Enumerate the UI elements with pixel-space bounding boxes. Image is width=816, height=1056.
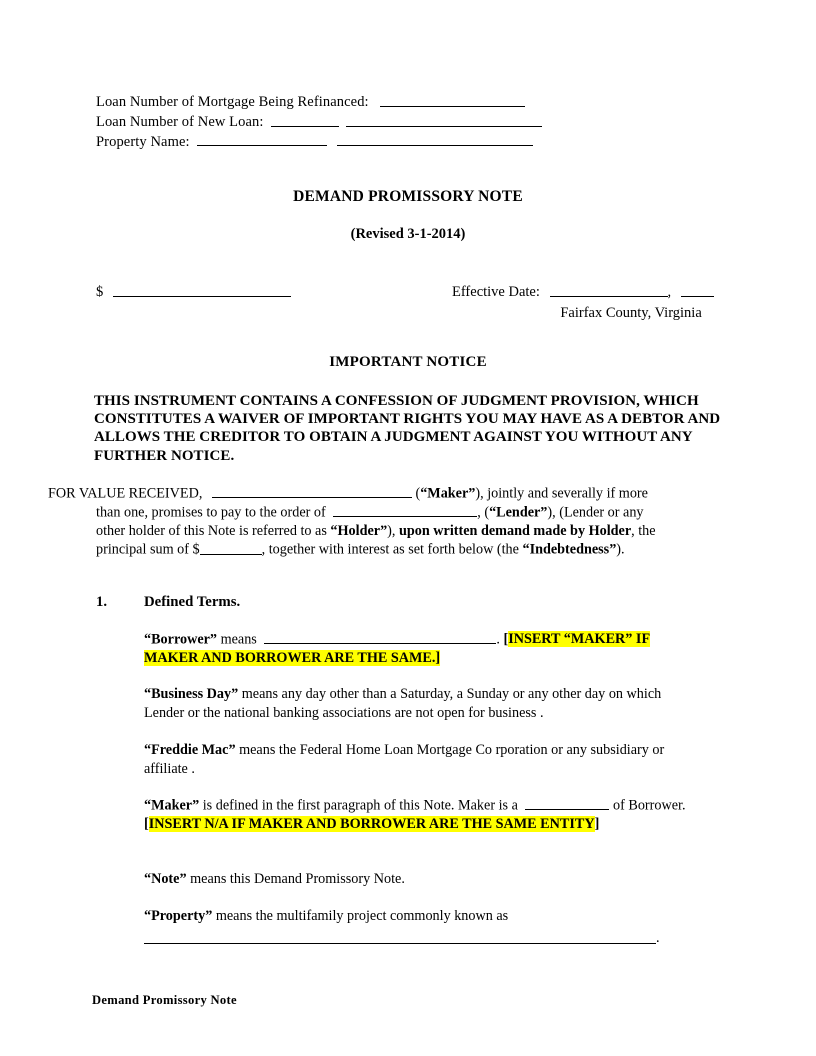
page-footer: Demand Promissory Note (92, 993, 237, 1007)
borrower-period: . (496, 631, 500, 648)
section-1-title: Defined Terms. (144, 594, 241, 610)
recital-paragraph (48, 484, 656, 559)
maker-insert-instruction: INSERT N/A IF MAKER AND BORROWER ARE THE SAME ENTITY (148, 816, 595, 833)
loan-refinanced-field[interactable] (380, 92, 525, 107)
definition-property (144, 907, 704, 926)
recital-text-8: ). (616, 541, 625, 558)
effective-date-comma: , (667, 283, 672, 300)
definition-freddie-mac (144, 741, 704, 778)
property-name-field-b[interactable] (337, 132, 533, 147)
property-name-label: Property Name: (96, 133, 190, 150)
borrower-name-field[interactable] (264, 630, 496, 644)
maker-text-before: is defined in the first paragraph of this Note. Maker is a (202, 797, 518, 814)
maker-text-after: of Borrower. (613, 797, 686, 814)
maker-entity-type-field[interactable] (525, 796, 609, 810)
indebtedness-defined-term: “Indebtedness” (522, 541, 617, 558)
recital-text-7: , together with interest as set forth below (the (261, 541, 519, 558)
recital-open-paren: ( (415, 485, 421, 502)
important-notice-body: THIS INSTRUMENT CONTAINS A CONFESSION OF JUDGMENT PROVISION, WHICH CONSTITUTES A WAIVER OF IMPORTANT RIGHTS YOU MAY HAVE AS A DEBTOR AND ALLOWS THE CREDITOR TO OBTAIN A JUDGMENT AGAINST YOU WITHOUT ANY FURTHER NOTICE. (94, 393, 721, 464)
holder-defined-term: “Holder” (330, 522, 388, 539)
property-name-row (96, 132, 736, 152)
loan-refinanced-label: Loan Number of Mortgage Being Refinanced: (96, 93, 369, 110)
recital-text-2: ), jointly and severally if more than one, promises to pay to the order of (96, 485, 648, 521)
freddie-mac-term: “Freddie Mac” (144, 742, 236, 758)
effective-date-row (452, 282, 714, 302)
definition-borrower (144, 630, 704, 668)
borrower-bracket-open: [ (503, 631, 509, 648)
borrower-means: means (220, 631, 257, 648)
business-day-term: “Business Day” (144, 686, 239, 702)
maker-name-field[interactable] (212, 484, 412, 498)
recital-text-3: , ( (477, 504, 490, 521)
note-text: means this Demand Promissory Note. (190, 871, 405, 887)
maker-defined-term: “Maker” (420, 485, 476, 502)
new-loan-label: Loan Number of New Loan: (96, 113, 264, 130)
property-name-field-a[interactable] (197, 132, 327, 147)
principal-sum-field[interactable] (200, 540, 262, 554)
maker-term: “Maker” (144, 797, 200, 814)
loan-info-block (96, 92, 736, 151)
recital-text-1: FOR VALUE RECEIVED, (48, 485, 203, 502)
new-loan-field-b[interactable] (346, 112, 542, 127)
effective-date-field[interactable] (550, 282, 668, 297)
important-notice-heading: IMPORTANT NOTICE (329, 354, 487, 370)
effective-date-label: Effective Date: (452, 283, 540, 300)
venue-label: Fairfax County, Virginia (560, 304, 702, 321)
property-address-row (144, 930, 704, 947)
note-term: “Note” (144, 871, 187, 887)
definition-business-day (144, 685, 704, 722)
recital-text-6: , the principal sum of (96, 522, 656, 558)
lender-defined-term: “Lender” (489, 504, 548, 521)
page-title: DEMAND PROMISSORY NOTE (293, 188, 523, 205)
definition-maker (144, 796, 704, 834)
revision-label: (Revised 3-1-2014) (350, 226, 466, 242)
property-address-field[interactable] (144, 930, 656, 944)
maker-bracket-close: ] (594, 816, 600, 833)
maker-bracket-open: [ (144, 816, 149, 833)
written-demand-phrase: upon written demand made by Holder (399, 522, 632, 539)
recital-dollar-symbol: $ (192, 541, 200, 558)
effective-year-field[interactable] (681, 282, 714, 297)
property-trailing-period: . (656, 930, 660, 946)
effective-date-block (452, 282, 714, 323)
principal-amount-field[interactable] (113, 282, 291, 297)
section-1-number: 1. (96, 594, 108, 610)
principal-amount-row (96, 282, 291, 301)
property-term: “Property” (144, 908, 213, 924)
definition-note (144, 870, 704, 889)
business-day-text: means any day other than a Saturday, a Sunday or any other day on which Lender or the national banking associations are not open for business . (144, 686, 662, 721)
property-text: means the multifamily project commonly known as (215, 908, 509, 924)
freddie-mac-text: means the Federal Home Loan Mortgage Co rporation or any subsidiary or affiliate . (144, 742, 665, 777)
new-loan-field-a[interactable] (271, 112, 339, 127)
recital-text-5: ), (387, 522, 396, 539)
loan-refinanced-row (96, 92, 736, 112)
currency-symbol: $ (96, 283, 104, 300)
borrower-term: “Borrower” (144, 631, 218, 648)
new-loan-row (96, 112, 736, 132)
recital-text-4: ), (Lender or any other holder of this Note is referred to as (96, 504, 644, 539)
borrower-insert-instruction: INSERT “MAKER” IF MAKER AND BORROWER ARE THE SAME.] (144, 631, 651, 667)
lender-name-field[interactable] (333, 503, 477, 517)
